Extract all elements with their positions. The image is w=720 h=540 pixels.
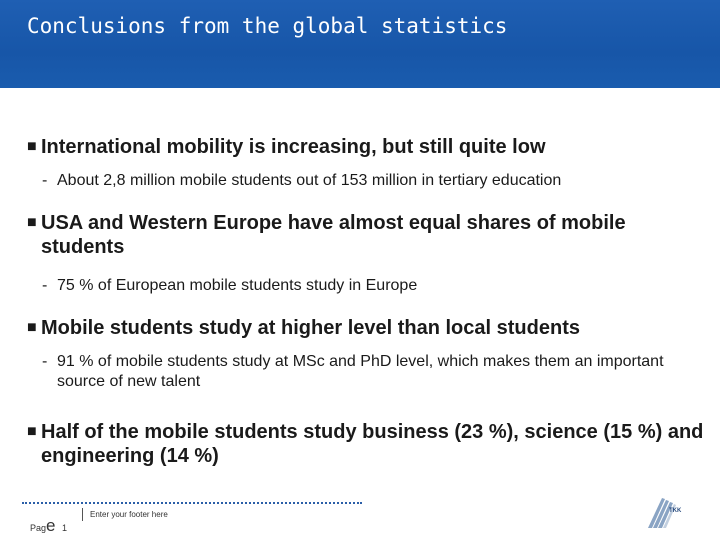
footer-separator [82, 508, 83, 521]
page-number: 1 [62, 523, 68, 533]
square-bullet-icon: ■ [27, 214, 37, 231]
square-bullet-icon: ■ [27, 319, 37, 336]
square-bullet-icon: ■ [27, 138, 37, 155]
square-bullet-icon: ■ [27, 423, 37, 440]
bullet-3-text: Mobile students study at higher level than local students [41, 317, 580, 339]
bullet-2 [27, 211, 707, 259]
title-bar [0, 0, 720, 88]
page-label [30, 516, 55, 536]
bullet-1 [27, 135, 707, 159]
sub-bullet-1-1-text: About 2,8 million mobile students out of 153 million in tertiary education [57, 172, 562, 189]
footer-divider [22, 502, 362, 504]
bullet-3 [27, 316, 707, 340]
page-label-big: e [46, 516, 56, 535]
bullet-1-text: International mobility is increasing, but still quite low [41, 136, 546, 158]
dash-bullet-icon: - [42, 353, 48, 370]
sub-bullet-3-1 [42, 352, 702, 392]
sub-bullet-3-1-text: 91 % of mobile students study at MSc and PhD level, which makes them an important source of new talent [57, 353, 664, 390]
footer-text: Enter your footer here [90, 510, 168, 519]
slide-title: Conclusions from the global statistics [27, 14, 508, 38]
dash-bullet-icon: - [42, 172, 48, 189]
sub-bullet-2-1-text: 75 % of European mobile students study in Europe [57, 277, 418, 294]
dash-bullet-icon: - [42, 277, 48, 294]
bullet-4 [27, 420, 707, 468]
sub-bullet-1-1 [42, 171, 702, 191]
bullet-4-text: Half of the mobile students study business (23 %), science (15 %) and engineering (14 %) [41, 421, 704, 467]
bullet-2-text: USA and Western Europe have almost equal shares of mobile students [41, 212, 626, 258]
page-label-start: Pag [30, 523, 47, 533]
sub-bullet-2-1 [42, 276, 702, 296]
logo-text: TKK [669, 508, 682, 514]
